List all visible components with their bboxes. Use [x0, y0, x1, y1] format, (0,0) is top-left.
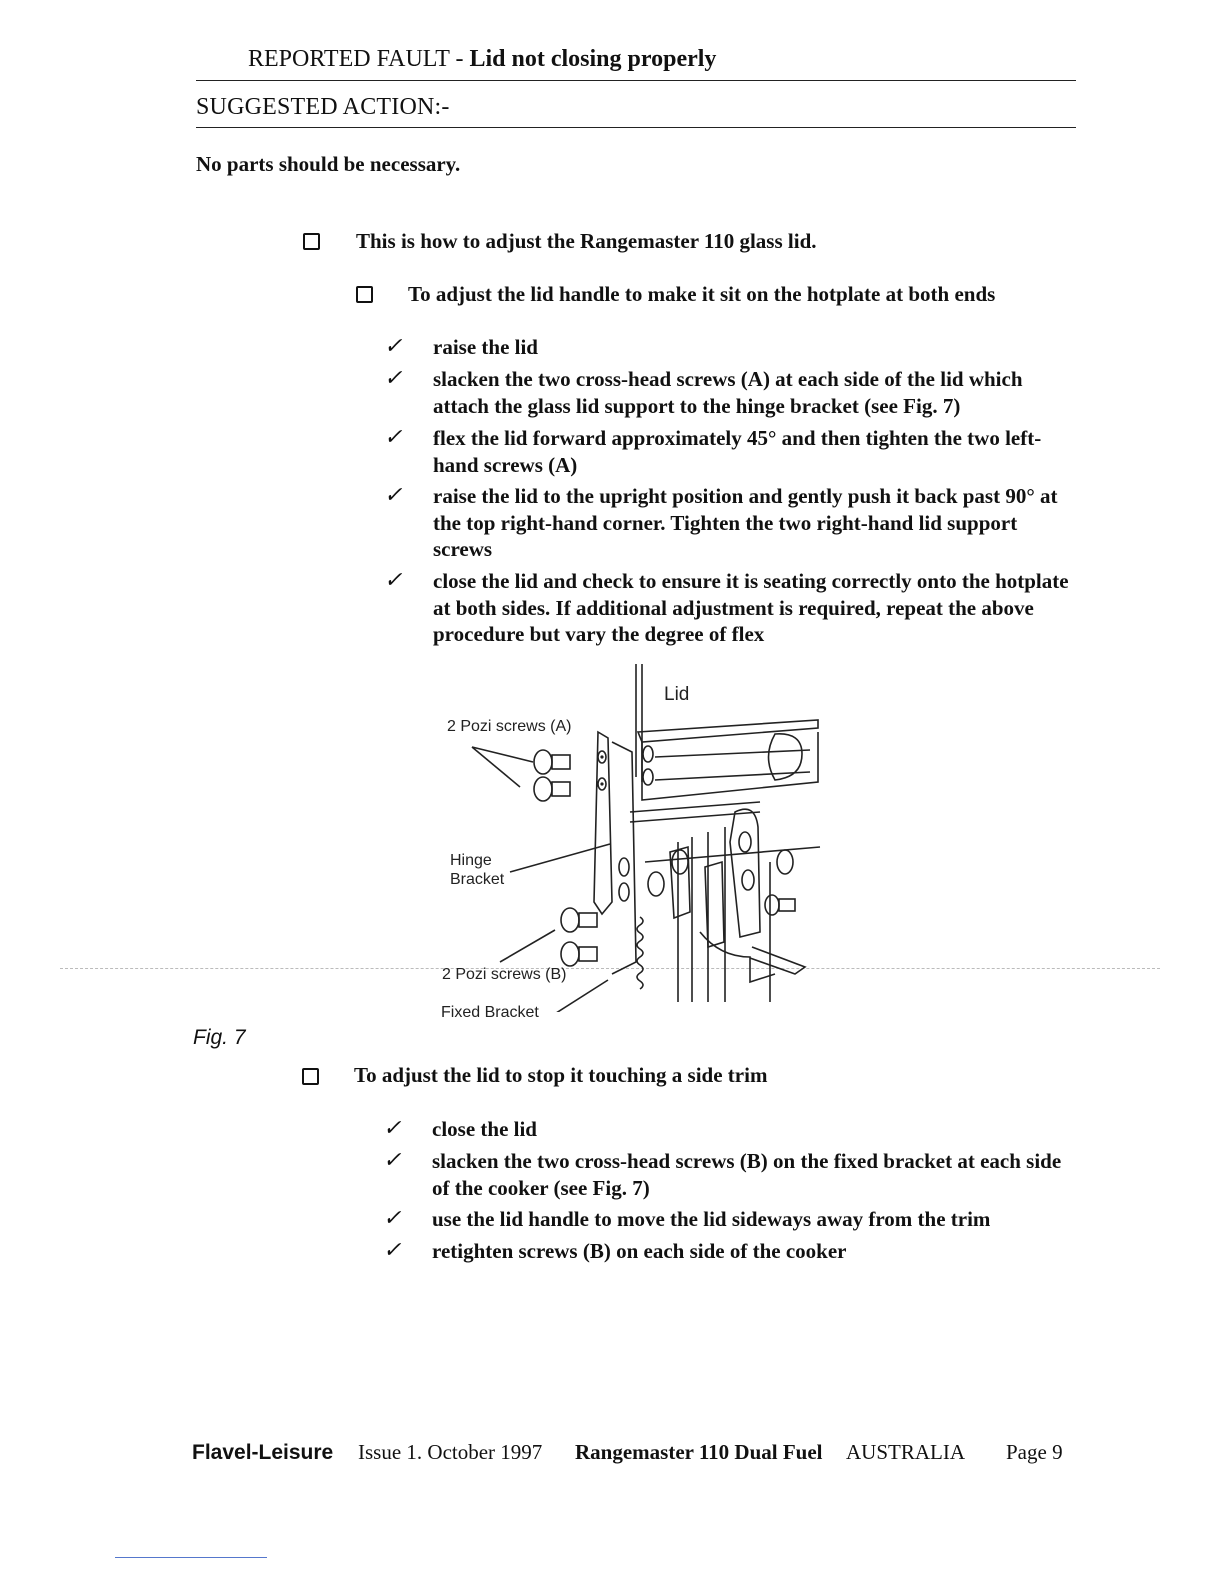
- hinge-diagram: [430, 662, 830, 1012]
- header-rule-top: [196, 80, 1076, 81]
- header-rule-bottom: [196, 127, 1076, 128]
- check-mark-icon: ✓: [384, 333, 403, 358]
- reported-fault-heading: [248, 46, 716, 73]
- check-mark-icon: ✓: [383, 1147, 402, 1172]
- check-mark-icon: ✓: [384, 482, 403, 507]
- check-mark-icon: ✓: [383, 1115, 402, 1140]
- step-5: close the lid and check to ensure it is seating correctly onto the hotplate at both sides. If additional adjustment is required, repeat the above procedure but vary the degree of flex: [433, 569, 1069, 646]
- intro-text: No parts should be necessary.: [196, 152, 461, 176]
- fig-label-hinge: Hinge: [450, 852, 492, 869]
- step-b4: retighten screws (B) on each side of the cooker: [432, 1239, 847, 1263]
- section2-title: To adjust the lid to stop it touching a side trim: [354, 1063, 768, 1087]
- check-mark-icon: ✓: [383, 1205, 402, 1230]
- footer-region: AUSTRALIA: [846, 1440, 965, 1464]
- step-1: raise the lid: [433, 335, 538, 359]
- fault-title: Lid not closing properly: [469, 46, 717, 72]
- figure-caption: Fig. 7: [193, 1026, 246, 1049]
- fig-label-bracket: Bracket: [450, 871, 505, 888]
- checkbox-icon: [356, 286, 373, 303]
- fig-label-screws-b: 2 Pozi screws (B): [442, 966, 567, 983]
- footer-product: Rangemaster 110 Dual Fuel: [575, 1440, 823, 1464]
- section1-subtitle: To adjust the lid handle to make it sit on the hotplate at both ends: [408, 282, 996, 306]
- step-3: flex the lid forward approximately 45° and then tighten the two left-hand screws (A): [433, 426, 1042, 477]
- check-mark-icon: ✓: [383, 1237, 402, 1262]
- fig-label-screws-a: 2 Pozi screws (A): [447, 718, 572, 735]
- footer-page: Page 9: [1006, 1440, 1063, 1464]
- fault-prefix: REPORTED FAULT -: [248, 46, 470, 72]
- step-b3: use the lid handle to move the lid sideways away from the trim: [432, 1207, 991, 1231]
- footer-issue: Issue 1. October 1997: [358, 1440, 543, 1464]
- checkbox-icon: [302, 1068, 319, 1085]
- check-mark-icon: ✓: [384, 567, 403, 592]
- check-mark-icon: ✓: [384, 424, 403, 449]
- step-b2: slacken the two cross-head screws (B) on the fixed bracket at each side of the cooker (see Fig. 7): [432, 1149, 1062, 1200]
- step-b1: close the lid: [432, 1117, 537, 1141]
- step-4: raise the lid to the upright position and gently push it back past 90° at the top right-hand corner. Tighten the two right-hand lid support screws: [433, 484, 1058, 561]
- suggested-action-label: SUGGESTED ACTION:-: [196, 94, 450, 120]
- checkbox-icon: [303, 233, 320, 250]
- fig-label-lid: Lid: [664, 684, 690, 705]
- fig-label-fixed-bracket: Fixed Bracket: [441, 1004, 539, 1021]
- step-2: slacken the two cross-head screws (A) at each side of the lid which attach the glass lid support to the hinge bracket (see Fig. 7): [433, 367, 1023, 418]
- check-mark-icon: ✓: [384, 365, 403, 390]
- footer-brand: Flavel-Leisure: [192, 1441, 334, 1464]
- scan-bottom-line: [115, 1557, 267, 1558]
- section1-title: This is how to adjust the Rangemaster 110 glass lid.: [356, 229, 817, 253]
